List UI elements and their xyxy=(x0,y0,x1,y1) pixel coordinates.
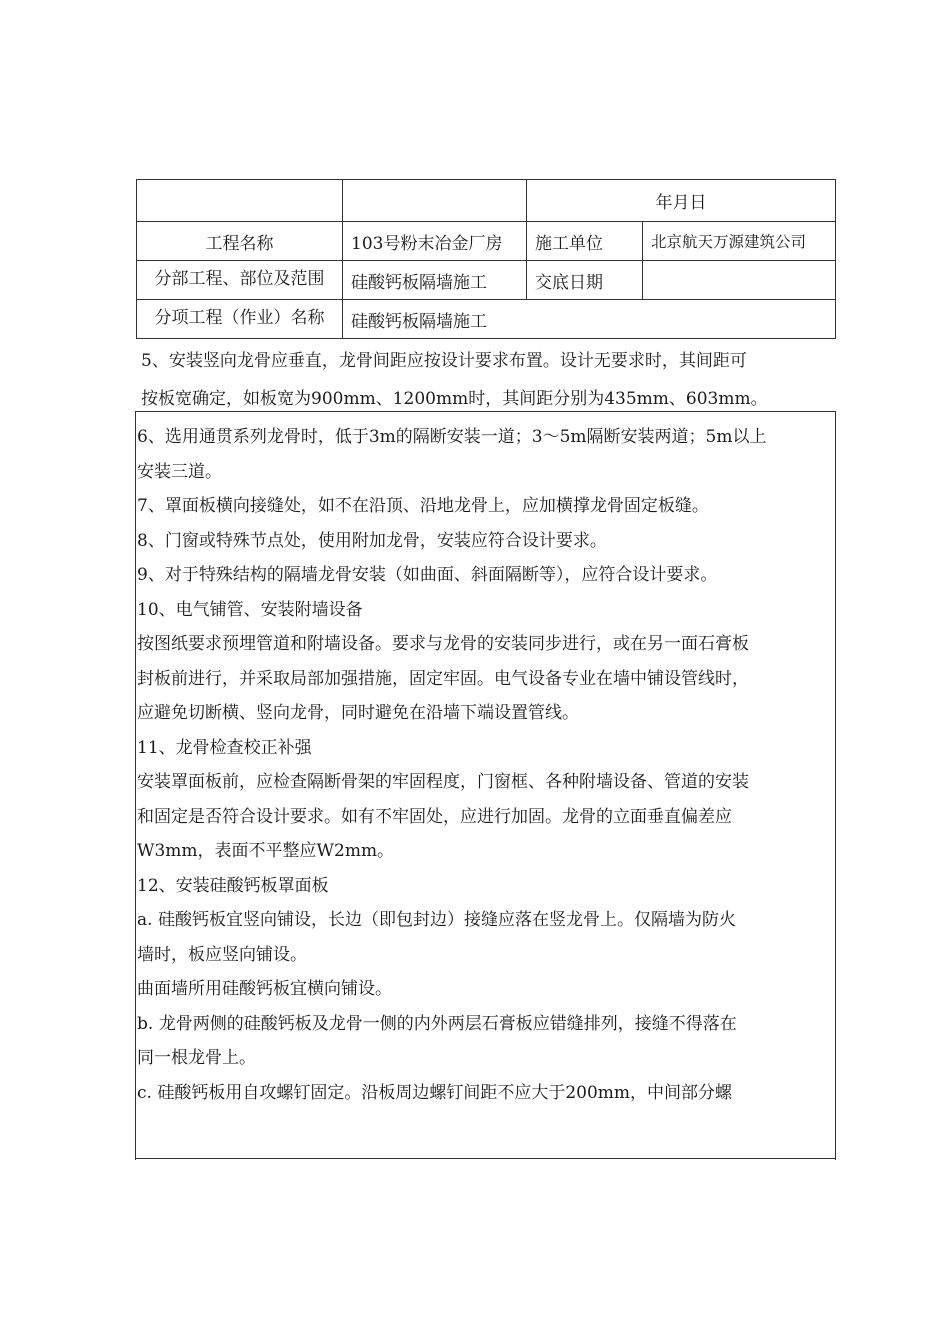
item-project-label: 分项工程（作业）名称 xyxy=(154,308,325,328)
project-name-label-cell xyxy=(137,222,343,261)
section-heading: 11、龙骨检查校正补强 xyxy=(137,737,312,758)
item-project-label-cell xyxy=(137,300,343,339)
text-line: 应避免切断横、竖向龙骨，同时避免在沿墙下端设置管线。 xyxy=(137,703,579,723)
content-box xyxy=(135,411,836,1160)
project-name-value-cell xyxy=(343,222,527,261)
text-line: 封板前进行，并采取局部加强措施，固定牢固。电气设备专业在墙中铺设管线时， xyxy=(137,668,749,689)
empty-cell xyxy=(343,180,527,222)
contractor-label-cell xyxy=(527,222,643,261)
handover-date-value-cell xyxy=(643,261,836,300)
section-heading: 12、安装硅酸钙板罩面板 xyxy=(137,875,329,896)
sub-project-value: 硅酸钙板隔墙施工 xyxy=(351,272,487,293)
item-project-value-cell xyxy=(343,300,836,339)
text-line: 6、选用通贯系列龙骨时，低于3m的隔断安装一道；3〜5m隔断安装两道；5m以上 xyxy=(137,427,767,447)
intro-text xyxy=(141,342,841,418)
contractor-label: 施工单位 xyxy=(535,233,603,254)
header-row-item-project xyxy=(137,300,836,339)
date-cell xyxy=(527,180,836,222)
text-line: 9、对于特殊结构的隔墙龙骨安装（如曲面、斜面隔断等），应符合设计要求。 xyxy=(137,565,718,585)
text-line: 墙时，板应竖向铺设。 xyxy=(137,944,307,965)
text-line: 安装三道。 xyxy=(137,461,222,482)
header-table xyxy=(136,179,836,339)
text-line: 按图纸要求预埋管道和附墙设备。要求与龙骨的安装同步进行，或在另一面石膏板 xyxy=(137,634,749,654)
handover-date-label: 交底日期 xyxy=(535,272,603,293)
text-line: 同一根龙骨上。 xyxy=(137,1048,256,1068)
text-line: c. 硅酸钙板用自攻螺钉固定。沿板周边螺钉间距不应大于200mm，中间部分螺 xyxy=(137,1082,733,1103)
text-line: 和固定是否符合设计要求。如有不牢固处，应进行加固。龙骨的立面垂直偏差应 xyxy=(137,806,732,827)
sub-project-value-cell xyxy=(343,261,527,300)
text-line: 曲面墙所用硅酸钙板宜横向铺设。 xyxy=(137,979,392,999)
text-line: W3mm，表面不平整应W2mm。 xyxy=(137,841,395,861)
item-project-value: 硅酸钙板隔墙施工 xyxy=(351,311,487,332)
text-line: 8、门窗或特殊节点处，使用附加龙骨，安装应符合设计要求。 xyxy=(137,530,607,551)
empty-cell xyxy=(137,180,343,222)
contractor-value-cell xyxy=(643,222,836,261)
text-line: 5、安装竖向龙骨应垂直，龙骨间距应按设计要求布置。设计无要求时，其间距可 xyxy=(141,351,747,371)
project-name-value: 103号粉末冶金厂房 xyxy=(351,233,503,254)
content-box-bottom-border xyxy=(135,1158,836,1159)
section-heading: 10、电气铺管、安装附墙设备 xyxy=(137,599,363,620)
date-label: 年月日 xyxy=(655,193,707,213)
project-name-label: 工程名称 xyxy=(205,233,274,254)
text-line: 7、罩面板横向接缝处，如不在沿顶、沿地龙骨上，应加横撑龙骨固定板缝。 xyxy=(137,496,709,516)
text-line: 安装罩面板前，应检查隔断骨架的牢固程度，门窗框、各种附墙设备、管道的安装 xyxy=(137,772,749,792)
header-row-date xyxy=(137,180,836,222)
handover-date-label-cell xyxy=(527,261,643,300)
text-line: a. 硅酸钙板宜竖向铺设，长边（即包封边）接缝应落在竖龙骨上。仅隔墙为防火 xyxy=(137,910,736,930)
text-line: 按板宽确定，如板宽为900mm、1200mm时，其间距分别为435mm、603mm。 xyxy=(141,389,768,409)
sub-project-label: 分部工程、部位及范围 xyxy=(154,269,325,289)
sub-project-label-cell xyxy=(137,261,343,300)
text-line: b. 龙骨两侧的硅酸钙板及龙骨一侧的内外两层石膏板应错缝排列，接缝不得落在 xyxy=(137,1013,737,1034)
contractor-value: 北京航天万源建筑公司 xyxy=(651,233,807,251)
header-row-sub-project xyxy=(137,261,836,300)
header-row-project xyxy=(137,222,836,261)
